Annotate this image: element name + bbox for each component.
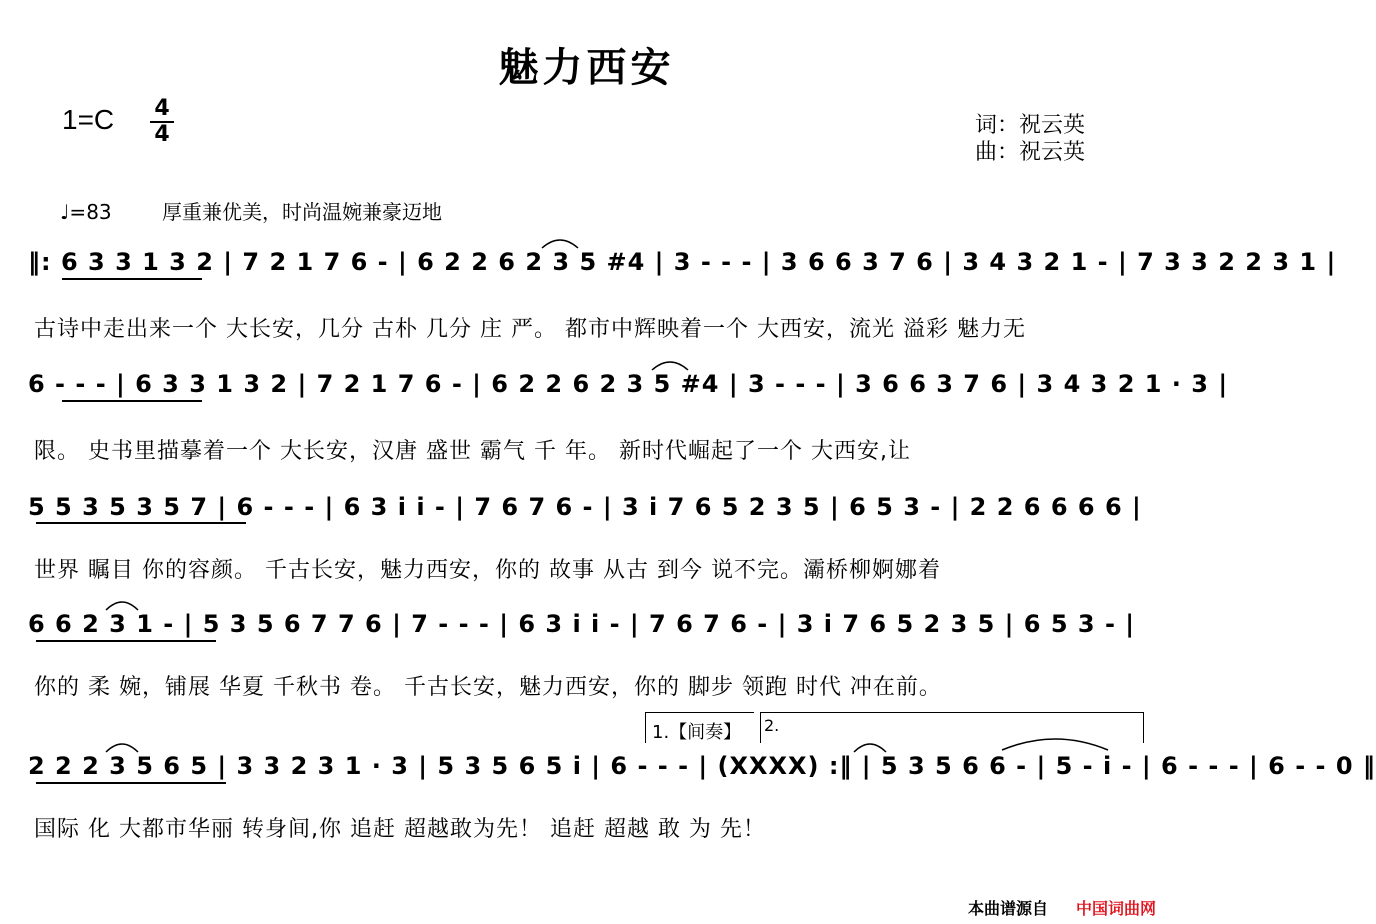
- slur-arc: [104, 598, 140, 612]
- notation-row-2: 6 - - - | 6 3 3 1 3 2 | 7 2 1 7 6 - | 6 2 2 6 2 3 5 #4 | 3 - - - | 3 6 6 3 7 6 | 3 4 3 2 1 · 3 |: [28, 370, 1229, 398]
- song-title: 魅力西安: [498, 45, 675, 91]
- lyric-row-5: 国际 化 大都市华丽 转身间,你 追赶 超越敢为先！ 追赶 超越 敢 为 先！: [34, 817, 766, 842]
- lyricist-credit: 词：祝云英: [975, 113, 1086, 138]
- key-signature: 1=C: [62, 104, 115, 135]
- slur-arc: [104, 740, 140, 754]
- tie-arc: [1000, 734, 1110, 752]
- beam-line: [36, 782, 226, 784]
- source-site-link[interactable]: 中国词曲网: [1076, 899, 1157, 918]
- notation-row-1: ‖: 6 3 3 1 3 2 | 7 2 1 7 6 - | 6 2 2 6 2 3 5 #4 | 3 - - - | 3 6 6 3 7 6 | 3 4 3 2 1 - | 7 3 3 2 2 3 1 |: [28, 248, 1337, 276]
- slur-arc: [650, 358, 690, 372]
- tempo-mark: ♩=83: [60, 200, 112, 224]
- lyric-row-1: 古诗中走出来一个 大长安，几分 古朴 几分 庄 严。 都市中辉映着一个 大西安，流光 溢彩 魅力无: [34, 317, 1026, 342]
- notation-row-3: 5 5 3 5 3 5 7 | 6 - - - | 6 3 i i - | 7 6 7 6 - | 3 i 7 6 5 2 3 5 | 6 5 3 - | 2 2 6 6 6 6 |: [28, 493, 1142, 521]
- time-signature-top: 4: [154, 96, 170, 121]
- beam-line: [36, 522, 246, 524]
- tempo-line: [60, 196, 442, 225]
- lyric-row-4: 你的 柔 婉，铺展 华夏 千秋书 卷。 千古长安，魅力西安，你的 脚步 领跑 时代 冲在前。: [34, 675, 942, 700]
- lyric-row-2: 限。 史书里描摹着一个 大长安，汉唐 盛世 霸气 千 年。 新时代崛起了一个 大西安,让: [34, 439, 911, 464]
- lyric-row-3: 世界 瞩目 你的容颜。 千古长安，魅力西安，你的 故事 从古 到今 说不完。灞桥柳婀娜着: [34, 558, 941, 583]
- notation-row-5: 2 2 2 3 5 6 5 | 3 3 2 3 1 · 3 | 5 3 5 6 5 i | 6 - - - | (XXXX) :‖ | 5 3 5 6 6 - | 5 - i - | 6 - - - | 6 - - 0 ‖: [28, 752, 1376, 780]
- beam-line: [62, 400, 202, 402]
- slur-arc: [852, 740, 888, 754]
- first-ending-label: 1.【间奏】: [652, 722, 742, 743]
- credits: [975, 112, 1085, 166]
- notation-row-4: 6 6 2 3 1 - | 5 3 5 6 7 7 6 | 7 - - - | 6 3 i i - | 7 6 7 6 - | 3 i 7 6 5 2 3 5 | 6 5 3 - |: [28, 610, 1136, 638]
- second-ending-label: 2.: [764, 716, 780, 735]
- slur-arc: [540, 236, 580, 250]
- mood-marking: 厚重兼优美，时尚温婉兼豪迈地: [162, 200, 442, 224]
- beam-line: [62, 278, 202, 280]
- time-signature-bottom: 4: [154, 122, 170, 147]
- composer-credit: 曲：祝云英: [975, 140, 1086, 165]
- time-signature: [150, 98, 174, 146]
- source-prefix: 本曲谱源自: [968, 899, 1049, 918]
- beam-line: [36, 640, 216, 642]
